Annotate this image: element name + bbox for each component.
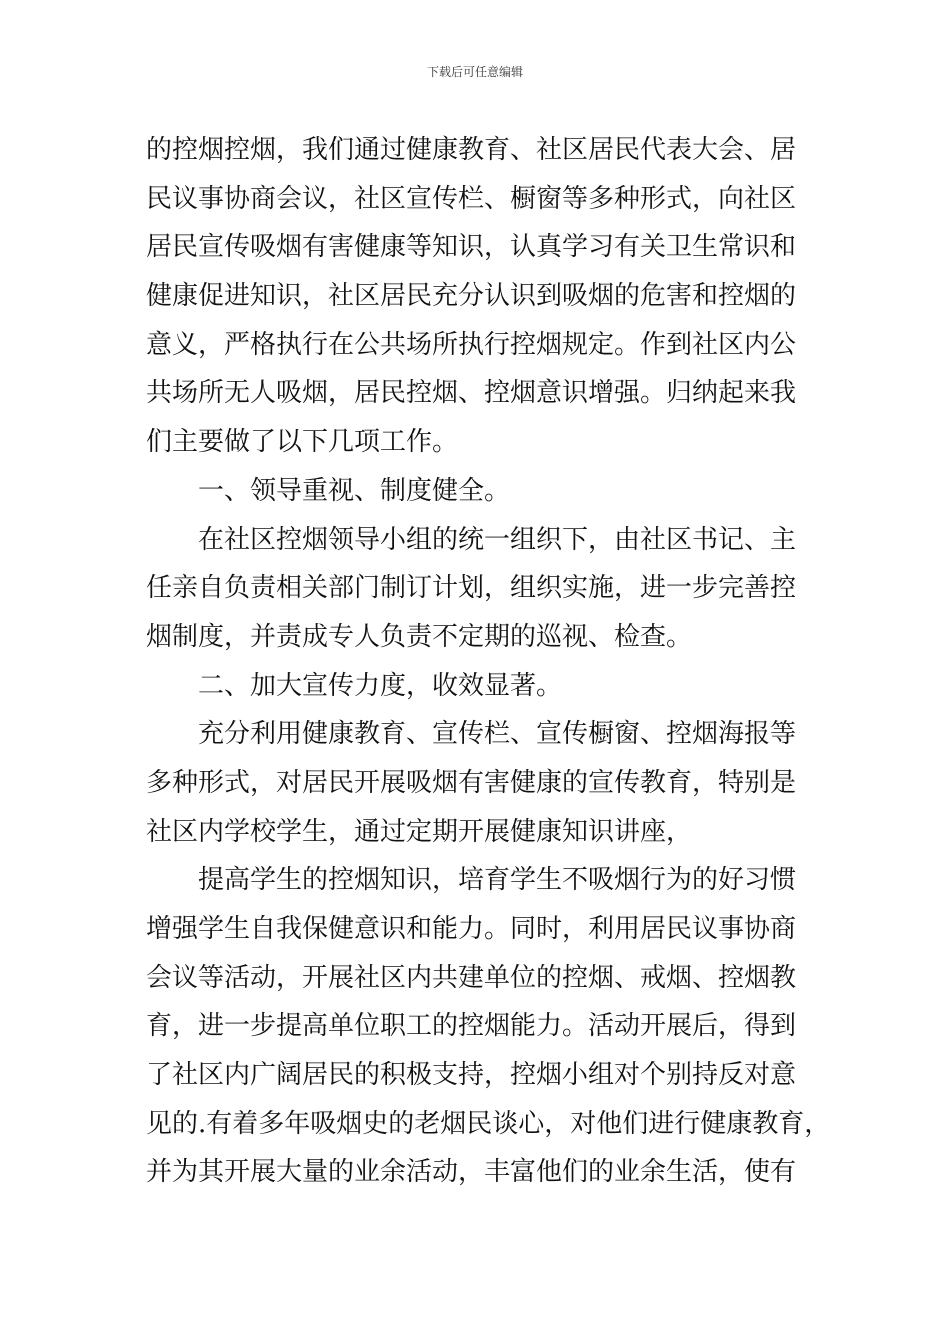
text-line: 多种形式，对居民开展吸烟有害健康的宣传教育，特别是	[146, 767, 797, 798]
text-line: 们主要做了以下几项工作。	[146, 427, 459, 458]
text-line: 并为其开展大量的业余活动，丰富他们的业余生活，使有	[146, 1157, 797, 1188]
text-line: 社区内学校学生，通过定期开展健康知识讲座，	[146, 816, 693, 847]
text-line: 增强学生自我保健意识和能力。同时，利用居民议事协商	[146, 914, 797, 944]
text-line: 民议事协商会议，社区宣传栏、橱窗等多种形式，向社区	[146, 183, 797, 214]
text-line: 充分利用健康教育、宣传栏、宣传橱窗、控烟海报等	[198, 719, 797, 750]
text-line: 见的.有着多年吸烟史的老烟民谈心，对他们进行健康教育，	[146, 1108, 831, 1139]
text-line: 共场所无人吸烟，居民控烟、控烟意识增强。归纳起来我	[146, 378, 797, 409]
text-line: 在社区控烟领导小组的统一组织下，由社区书记、主	[198, 524, 797, 555]
text-line: 居民宣传吸烟有害健康等知识，认真学习有关卫生常识和	[146, 232, 797, 263]
body-text	[146, 126, 831, 1197]
text-line: 育，进一步提高单位职工的控烟能力。活动开展后，得到	[146, 1011, 797, 1042]
text-line: 了社区内广阔居民的积极支持，控烟小组对个别持反对意	[146, 1060, 797, 1091]
page-header: 下载后可任意编辑	[426, 65, 523, 79]
section-heading: 一、领导重视、制度健全。	[198, 475, 511, 506]
text-line: 会议等活动，开展社区内共建单位的控烟、戒烟、控烟教	[146, 962, 797, 993]
text-line: 提高学生的控烟知识，培育学生不吸烟行为的好习惯	[198, 865, 797, 896]
text-line: 烟制度，并责成专人负责不定期的巡视、检查。	[146, 621, 693, 652]
text-line: 意义，严格执行在公共场所执行控烟规定。作到社区内公	[146, 329, 797, 360]
text-line: 任亲自负责相关部门制订计划，组织实施，进一步完善控	[146, 573, 797, 604]
section-heading: 二、加大宣传力度，收效显著。	[198, 670, 563, 701]
text-line: 健康促进知识，社区居民充分认识到吸烟的危害和控烟的	[146, 281, 797, 312]
text-line: 的控烟控烟，我们通过健康教育、社区居民代表大会、居	[146, 135, 797, 165]
